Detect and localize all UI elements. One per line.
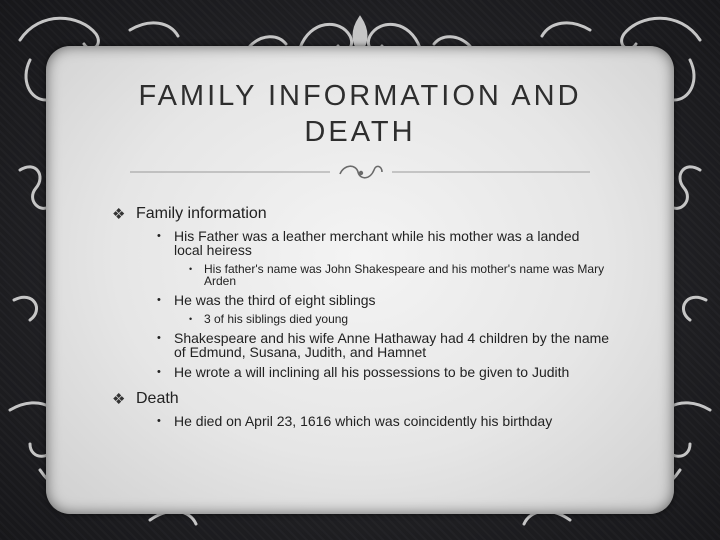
bullet-text: He was the third of eight siblings	[174, 292, 376, 308]
bullet-item	[112, 229, 612, 257]
sub-bullet-item	[112, 313, 612, 325]
bullet-text: He wrote a will inclining all his possessions to be given to Judith	[174, 364, 570, 380]
diamond-bullet-icon: ❖	[112, 206, 126, 223]
bullet-text: He died on April 23, 1616 which was coincidently his birthday	[174, 413, 553, 429]
round-bullet-icon: •	[157, 294, 161, 306]
title-line-1: FAMILY INFORMATION AND	[138, 80, 582, 112]
small-bullet-icon: •	[189, 264, 193, 274]
bullet-item	[112, 365, 612, 379]
bullet-item	[112, 331, 612, 359]
small-bullet-icon: •	[189, 314, 193, 324]
bullet-item	[112, 414, 612, 428]
sub-bullet-text: His father's name was John Shakespeare and his mother's name was Mary Arden	[204, 262, 605, 288]
sub-bullet-text: 3 of his siblings died young	[204, 312, 349, 326]
bullet-content	[112, 200, 612, 428]
section-heading-text: Death	[136, 390, 179, 407]
round-bullet-icon: •	[157, 332, 161, 344]
round-bullet-icon: •	[157, 366, 161, 378]
sub-bullet-item	[112, 263, 612, 287]
section-heading	[112, 389, 612, 408]
round-bullet-icon: •	[157, 230, 161, 242]
round-bullet-icon: •	[157, 415, 161, 427]
title-divider-ornament	[130, 160, 590, 184]
slide-title	[80, 78, 640, 150]
bullet-text: His Father was a leather merchant while his mother was a landed local heiress	[174, 228, 580, 258]
bullet-text: Shakespeare and his wife Anne Hathaway had 4 children by the name of Edmund, Susana, Judith, and Hamnet	[174, 330, 610, 360]
diamond-bullet-icon: ❖	[112, 391, 126, 408]
bullet-item	[112, 293, 612, 307]
section-heading	[112, 204, 612, 223]
section-heading-text: Family information	[136, 205, 267, 222]
title-line-2: DEATH	[304, 116, 416, 148]
